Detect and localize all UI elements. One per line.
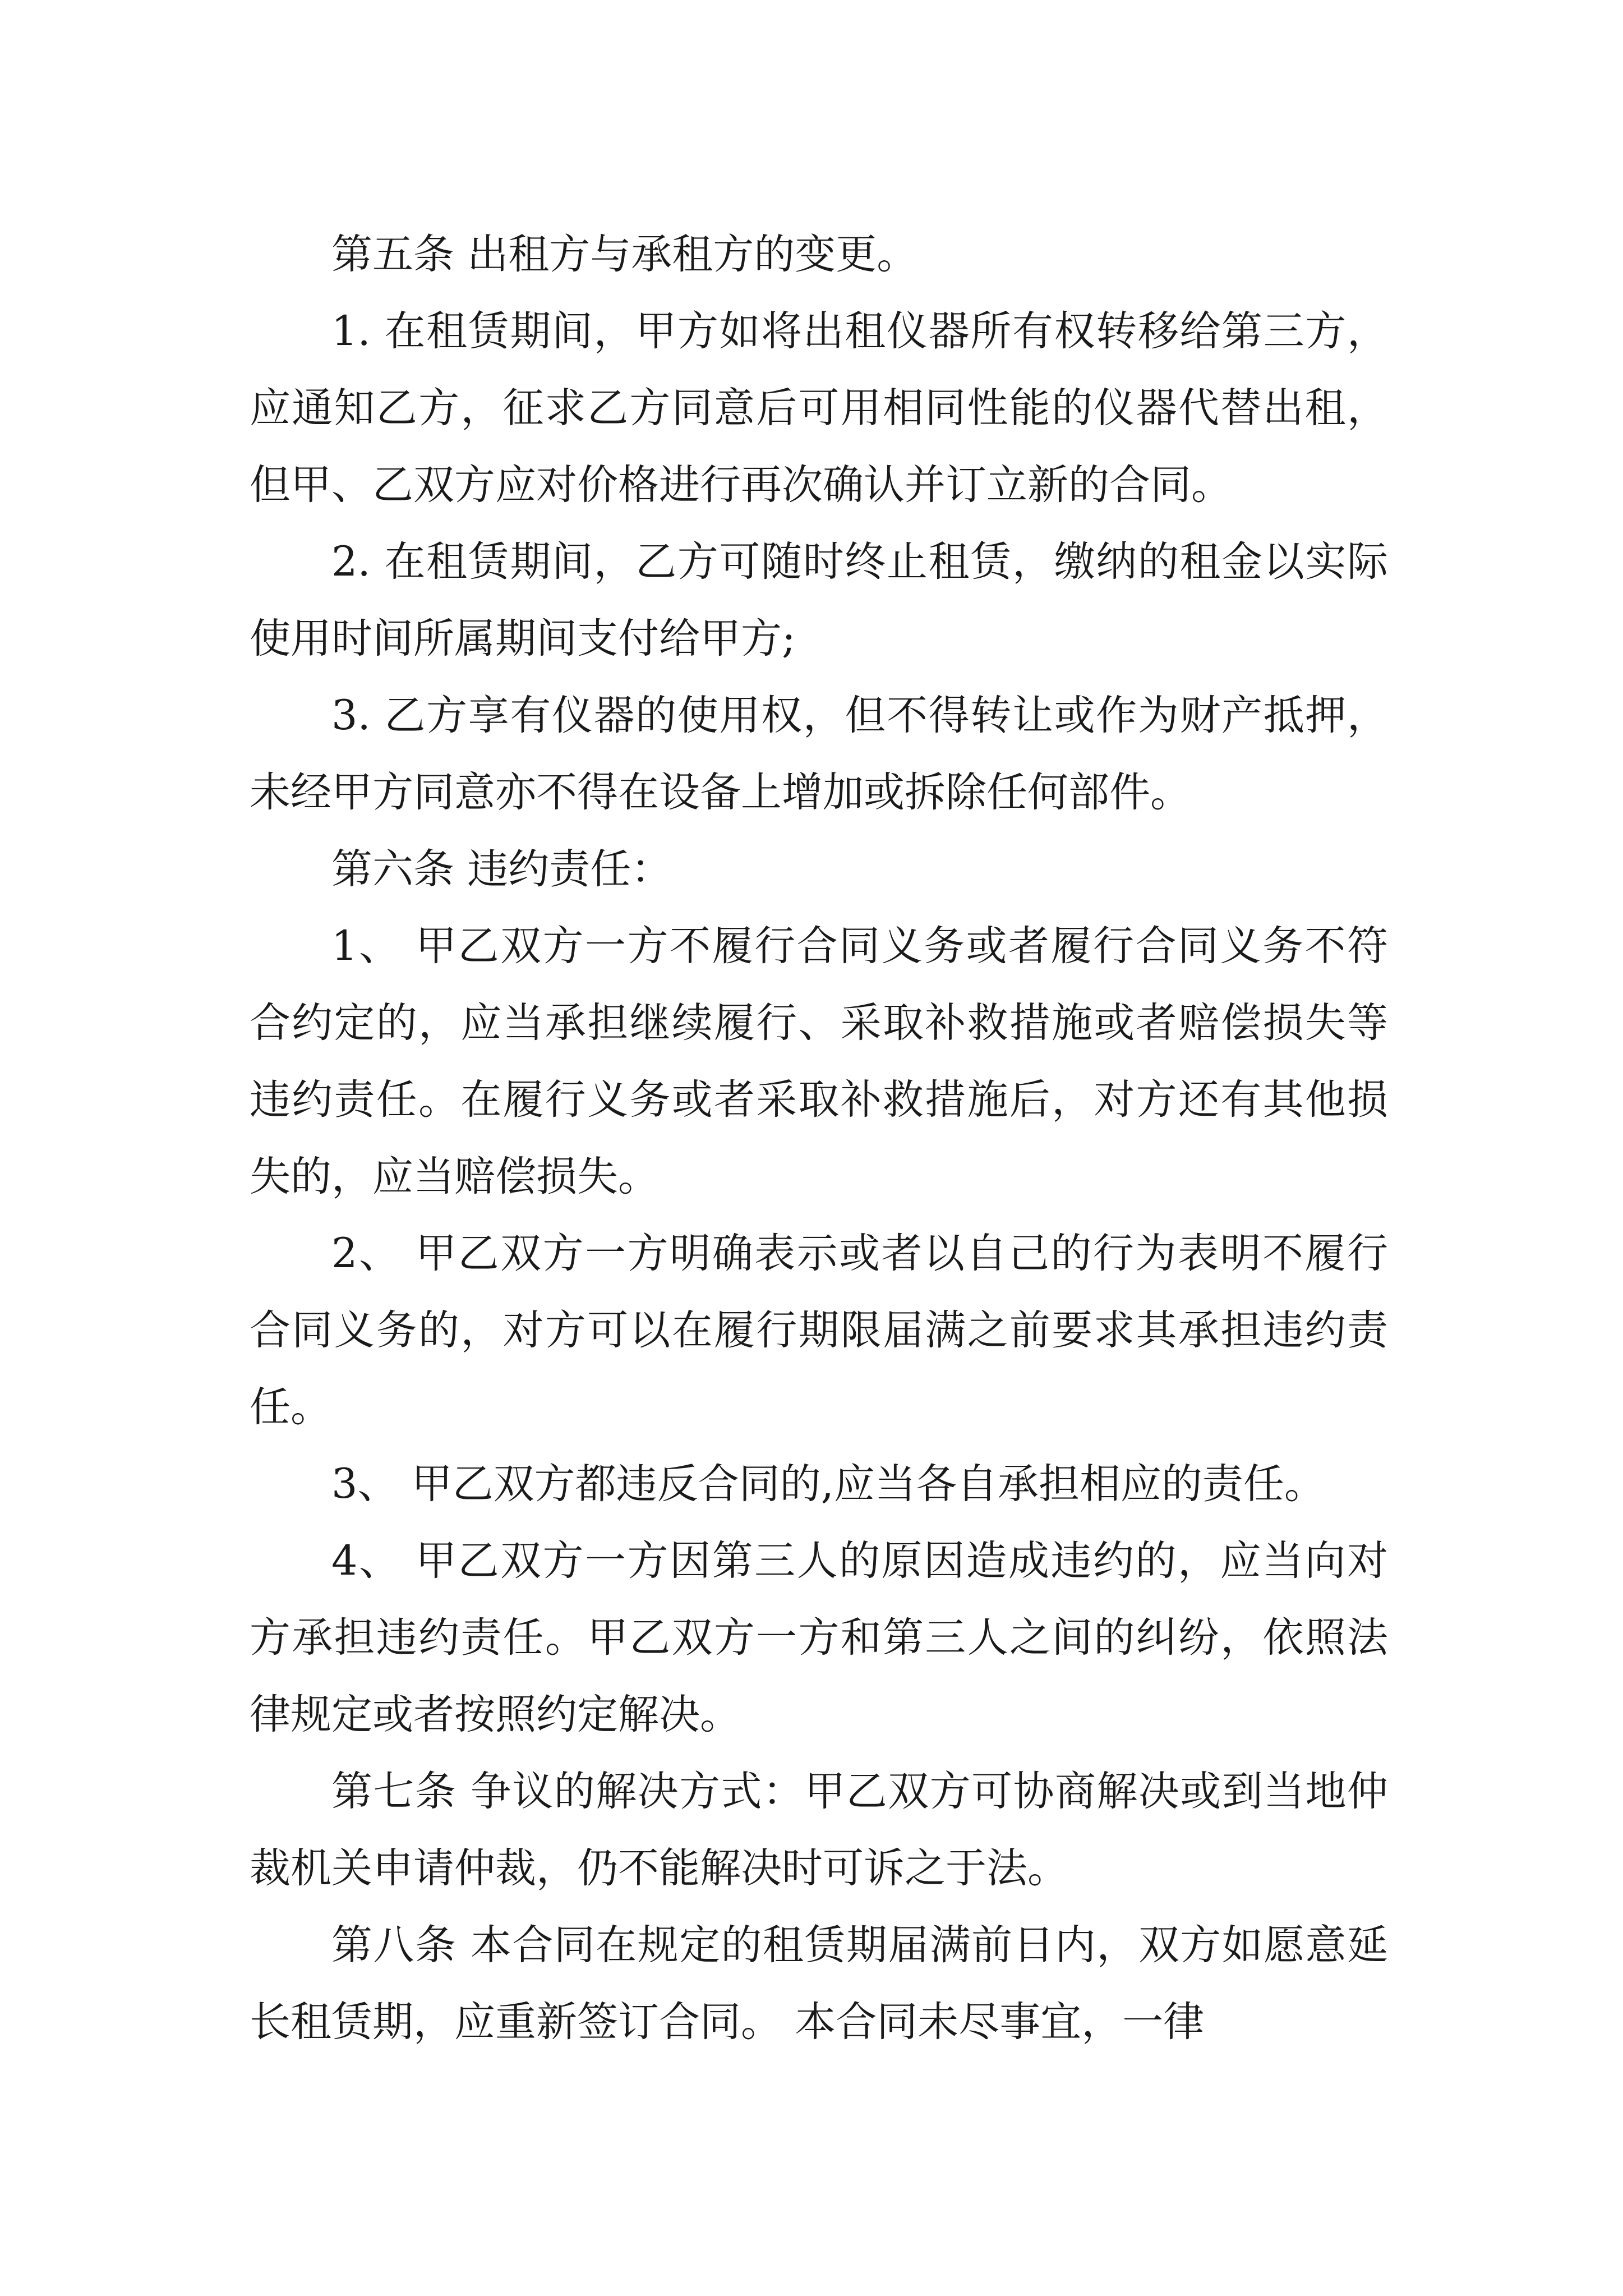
paragraph-article-6-title: 第六条 违约责任： bbox=[331, 845, 672, 893]
paragraph-article-8: 第八条 本合同在规定的租赁期届满前日内，双方如愿意延长租赁期，应重新签订合同。 本合同未尽事宜，一律 bbox=[250, 1921, 1388, 2046]
paragraph-article-5-item-1: 1. 在租赁期间，甲方如将出租仪器所有权转移给第三方，应通知乙方，征求乙方同意后可用相同性能的仪器代替出租，但甲、乙双方应对价格进行再次确认并订立新的合同。 bbox=[250, 307, 1388, 509]
paragraph-article-5-title: 第五条 出租方与承租方的变更。 bbox=[331, 231, 918, 278]
paragraph-article-6-item-3: 3、 甲乙双方都违反合同的,应当各自承担相应的责任。 bbox=[331, 1460, 1325, 1508]
paragraph-article-7: 第七条 争议的解决方式：甲乙双方可协商解决或到当地仲裁机关申请仲裁，仍不能解决时可诉之于法。 bbox=[250, 1768, 1388, 1892]
document-body bbox=[250, 216, 1388, 2060]
paragraph-article-6-item-2: 2、 甲乙双方一方明确表示或者以自己的行为表明不履行合同义务的，对方可以在履行期限届满之前要求其承担违约责任。 bbox=[250, 1230, 1388, 1431]
paragraph-article-6-item-1: 1、 甲乙双方一方不履行合同义务或者履行合同义务不符合约定的，应当承担继续履行、采取补救措施或者赔偿损失等违约责任。在履行义务或者采取补救措施后，对方还有其他损失的，应当赔偿损失。 bbox=[250, 922, 1388, 1200]
paragraph-article-6-item-4: 4、 甲乙双方一方因第三人的原因造成违约的，应当向对方承担违约责任。甲乙双方一方和第三人之间的纠纷，依照法律规定或者按照约定解决。 bbox=[250, 1537, 1388, 1738]
paragraph-article-5-item-2: 2. 在租赁期间，乙方可随时终止租赁，缴纳的租金以实际使用时间所属期间支付给甲方; bbox=[250, 538, 1388, 662]
paragraph-article-5-item-3: 3. 乙方享有仪器的使用权，但不得转让或作为财产抵押，未经甲方同意亦不得在设备上增加或拆除任何部件。 bbox=[250, 692, 1388, 816]
